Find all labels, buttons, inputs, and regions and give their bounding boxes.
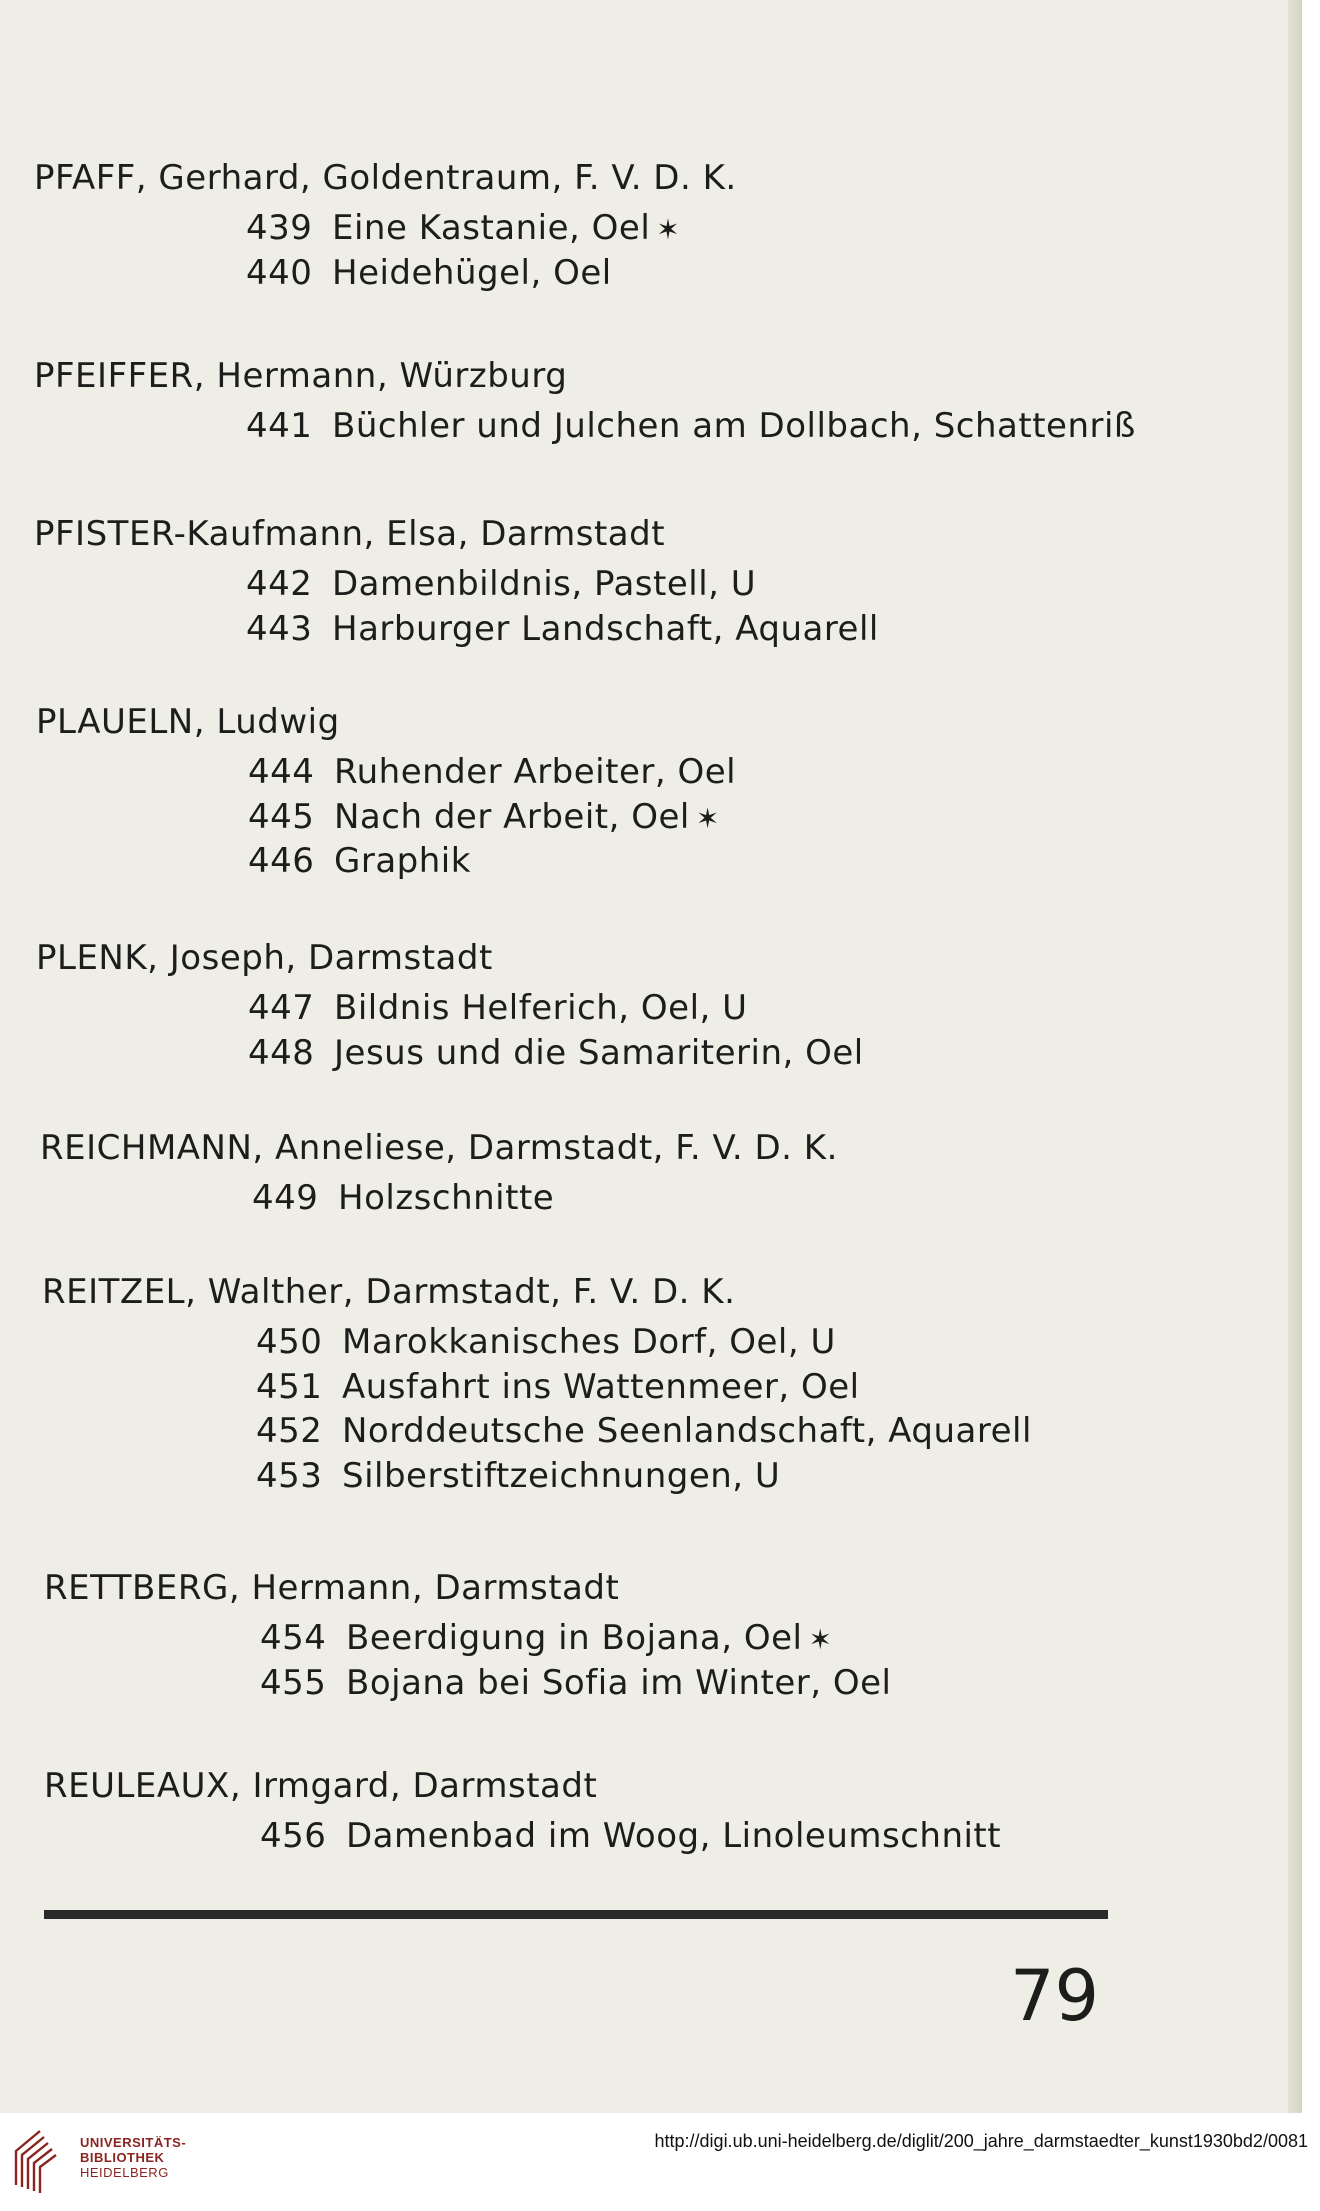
artist-heading: PFISTER-Kaufmann, Elsa, Darmstadt (34, 514, 666, 554)
catalog-number: 442 (246, 564, 313, 604)
artwork-line (252, 1178, 554, 1218)
catalog-number: 448 (248, 1032, 315, 1073)
footer-bar (0, 2113, 1320, 2211)
artwork-line (246, 564, 756, 604)
artwork-line (246, 406, 1136, 446)
artwork-line (246, 208, 680, 248)
asterisk-mark: ✶ (808, 1623, 833, 1656)
artwork-line (248, 752, 736, 792)
catalog-number: 439 (246, 208, 313, 248)
artist-heading: REITZEL, Walther, Darmstadt, F. V. D. K. (42, 1272, 736, 1312)
asterisk-mark: ✶ (656, 213, 681, 246)
artwork-title: Damenbildnis, Pastell, U (332, 564, 757, 604)
artist-heading: RETTBERG, Hermann, Darmstadt (44, 1568, 620, 1608)
catalog-number: 440 (246, 252, 313, 293)
library-logo-icon (10, 2125, 72, 2197)
artwork-line (256, 1367, 860, 1407)
artwork-line (260, 1816, 1001, 1856)
artwork-line (256, 1322, 836, 1362)
catalog-number: 441 (246, 406, 313, 446)
artwork-title: Ausfahrt ins Wattenmeer, Oel (342, 1366, 860, 1407)
artwork-line (256, 1411, 1032, 1451)
artwork-title: Silberstiftzeichnungen, U (342, 1455, 781, 1496)
artwork-title: Holzschnitte (338, 1178, 555, 1218)
catalog-number: 455 (260, 1662, 327, 1703)
artwork-line (260, 1663, 892, 1703)
artwork-line (256, 1456, 780, 1496)
catalog-number: 452 (256, 1411, 323, 1451)
library-name-line2: BIBLIOTHEK (80, 2150, 165, 2165)
artist-heading: REICHMANN, Anneliese, Darmstadt, F. V. D. K. (40, 1128, 838, 1168)
catalog-number: 456 (260, 1816, 327, 1856)
artist-heading: PLENK, Joseph, Darmstadt (36, 938, 493, 978)
library-name (80, 2135, 186, 2180)
artist-heading: PFAFF, Gerhard, Goldentraum, F. V. D. K. (34, 158, 737, 198)
catalog-number: 454 (260, 1618, 327, 1658)
asterisk-mark: ✶ (695, 801, 720, 835)
artwork-line (248, 1033, 864, 1073)
artist-heading: REULEAUX, Irmgard, Darmstadt (44, 1766, 598, 1806)
artwork-title: Harburger Landschaft, Aquarell (332, 608, 879, 649)
artwork-title: Beerdigung in Bojana, Oel (346, 1618, 803, 1658)
artwork-line (248, 988, 748, 1028)
artwork-line (248, 841, 471, 881)
catalog-number: 444 (248, 752, 315, 792)
artwork-title: Nach der Arbeit, Oel (334, 796, 690, 837)
artwork-title: Eine Kastanie, Oel (332, 208, 651, 248)
library-name-line3: HEIDELBERG (80, 2165, 169, 2180)
artist-heading: PFEIFFER, Hermann, Würzburg (34, 356, 568, 396)
divider-rule (44, 1910, 1108, 1919)
artwork-title: Bojana bei Sofia im Winter, Oel (346, 1662, 892, 1703)
artwork-title: Jesus und die Samariterin, Oel (334, 1032, 864, 1073)
artwork-title: Ruhender Arbeiter, Oel (334, 752, 737, 792)
artwork-title: Marokkanisches Dorf, Oel, U (342, 1322, 836, 1362)
artwork-title: Bildnis Helferich, Oel, U (334, 988, 748, 1028)
artist-heading: PLAUELN, Ludwig (36, 702, 340, 742)
catalog-number: 445 (248, 796, 315, 837)
artwork-line (260, 1618, 832, 1658)
artwork-line (246, 253, 612, 293)
page-number: 79 (1010, 1955, 1100, 2037)
catalog-number: 451 (256, 1366, 323, 1407)
artwork-title: Büchler und Julchen am Dollbach, Schattenriß (332, 406, 1136, 446)
artwork-title: Heidehügel, Oel (332, 252, 612, 293)
catalog-number: 449 (252, 1178, 319, 1218)
catalog-number: 446 (248, 841, 315, 881)
catalog-number: 443 (246, 608, 313, 649)
artwork-title: Norddeutsche Seenlandschaft, Aquarell (342, 1411, 1032, 1451)
artwork-title: Damenbad im Woog, Linoleumschnitt (346, 1816, 1002, 1856)
artwork-line (248, 797, 720, 837)
catalog-number: 453 (256, 1455, 323, 1496)
source-url[interactable]: http://digi.ub.uni-heidelberg.de/diglit/200_jahre_darmstaedter_kunst1930bd2/0081 (654, 2131, 1308, 2151)
library-name-line1: UNIVERSITÄTS- (80, 2135, 187, 2150)
artwork-line (246, 609, 879, 649)
artwork-title: Graphik (334, 841, 471, 881)
catalog-number: 450 (256, 1322, 323, 1362)
catalog-number: 447 (248, 988, 315, 1028)
